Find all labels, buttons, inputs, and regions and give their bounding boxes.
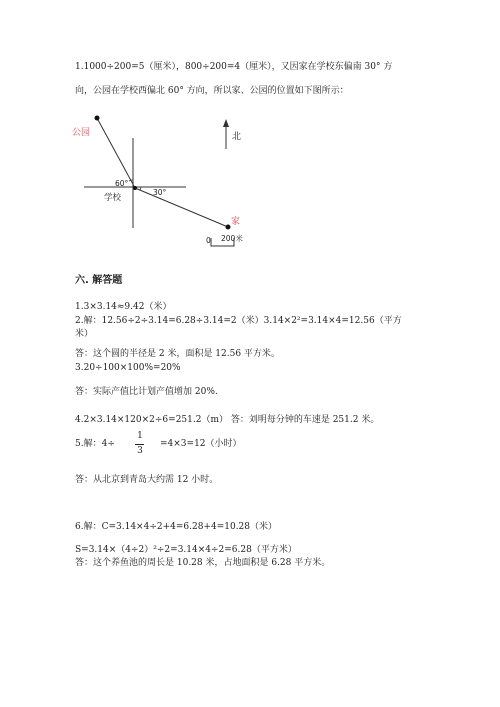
scale-zero-label: 0 xyxy=(206,236,211,245)
park-label: 公园 xyxy=(72,128,91,138)
north-arrow-icon xyxy=(223,119,229,127)
answer-3-conclusion: 答：实际产值比计划产值增加 20%. xyxy=(75,387,218,397)
answer-3: 3.20÷100×100%=20% xyxy=(75,363,181,373)
answer-5-conclusion: 答：从北京到青岛大约需 12 小时。 xyxy=(75,475,219,485)
home-point xyxy=(226,225,231,230)
intro-line-1: 1.1000÷200=5（厘米），800÷200=4（厘米），又因家在学校东偏南 30° 方 xyxy=(75,62,393,72)
answer-6-line-1: 6.解：C=3.14×4÷2+4=6.28+4=10.28（米） xyxy=(75,522,278,532)
answer-5-fraction-bar xyxy=(135,444,144,445)
answer-6-conclusion: 答：这个养鱼池的周长是 10.28 米，占地面积是 6.28 平方米。 xyxy=(75,558,331,568)
answer-1: 1.3×3.14≈9.42（米） xyxy=(75,302,172,312)
answer-5-suffix: =4×3=12（小时） xyxy=(160,439,242,449)
school-label: 学校 xyxy=(104,193,122,203)
home-label: 家 xyxy=(231,217,241,227)
answer-5-prefix: 5.解：4÷ xyxy=(75,439,115,449)
home-route-line xyxy=(135,188,228,227)
angle-60-label: 60° xyxy=(115,179,129,188)
answer-2-line-2: 米） xyxy=(75,329,94,339)
intro-line-2: 向，公园在学校西偏北 60° 方向，所以家、公园的位置如下图所示： xyxy=(75,86,349,96)
park-route-line xyxy=(97,118,135,188)
section-title: 六. 解答题 xyxy=(75,275,123,286)
angle-30-label: 30° xyxy=(153,188,167,197)
answer-5-fraction-denominator: 3 xyxy=(137,446,143,456)
direction-diagram xyxy=(0,0,500,260)
answer-4: 4.2×3.14×120×2÷6=251.2（m） 答：刘明每分钟的车速是 251.2 米。 xyxy=(75,415,380,425)
answer-6-line-2: S=3.14×（4÷2）²÷2=3.14×4÷2=6.28（平方米） xyxy=(75,545,297,555)
north-label: 北 xyxy=(232,132,242,142)
answer-5-fraction-numerator: 1 xyxy=(137,431,143,441)
park-point xyxy=(95,116,100,121)
school-point xyxy=(133,186,137,190)
scale-200-label: 200米 xyxy=(221,234,243,243)
answer-2-conclusion: 答：这个圆的半径是 2 米，面积是 12.56 平方米。 xyxy=(75,349,280,359)
answer-2-line-1: 2.解：12.56÷2÷3.14=6.28÷3.14=2（米）3.14×2²=3.14×4=12.56（平方 xyxy=(75,316,402,326)
